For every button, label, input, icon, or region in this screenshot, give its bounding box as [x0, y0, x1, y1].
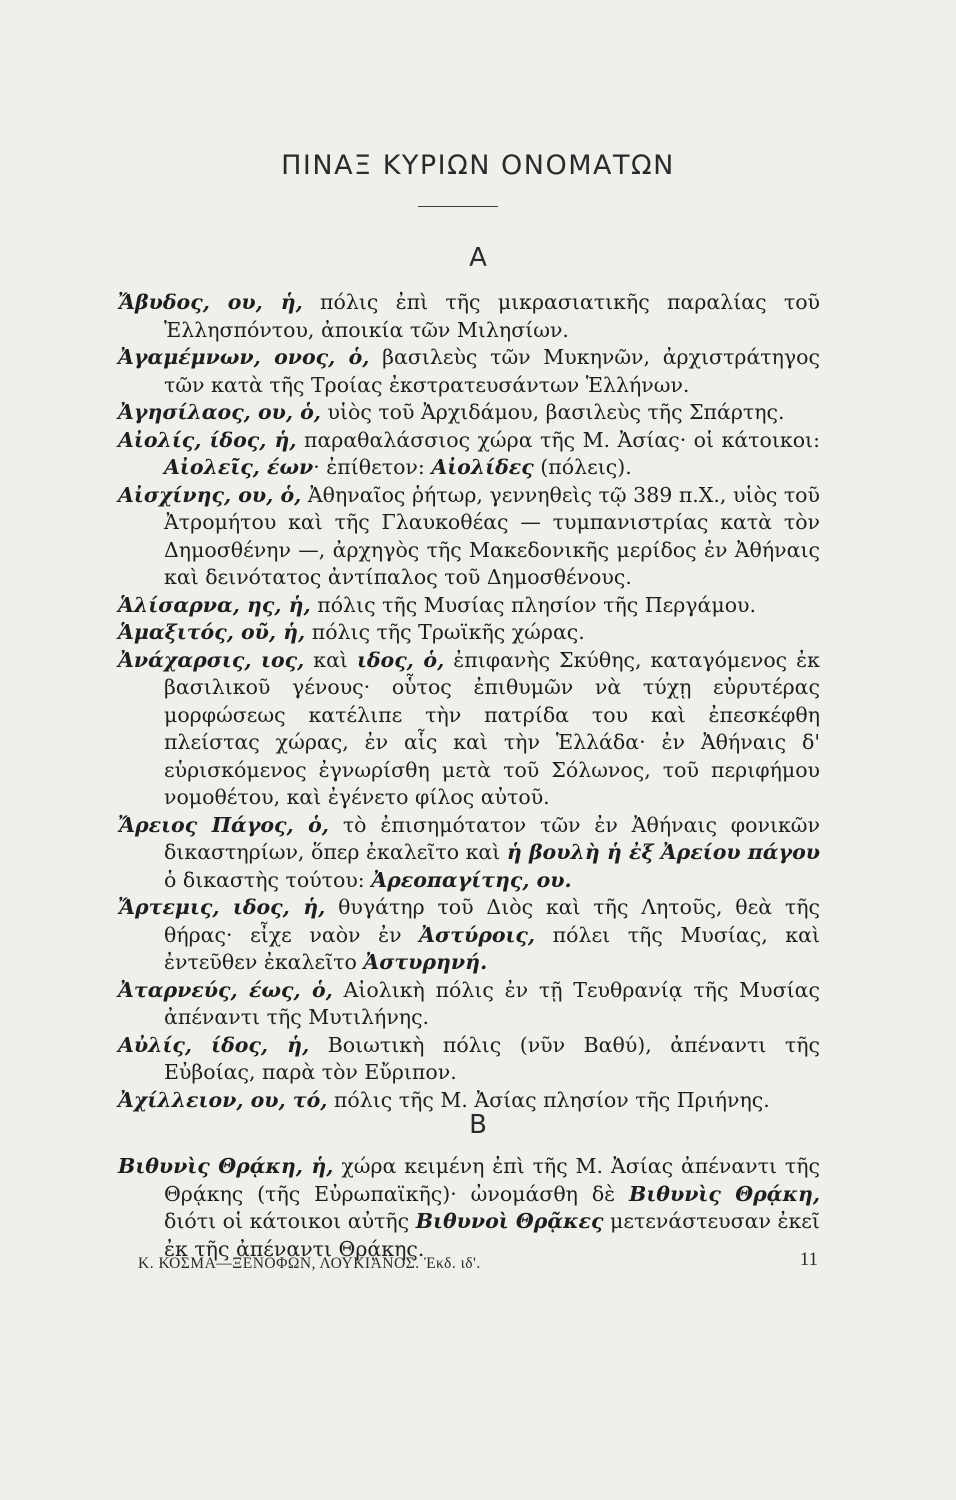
index-entry — [118, 812, 820, 895]
entry-emphasis: ιδος, ὁ, — [356, 647, 445, 672]
index-entry — [118, 289, 820, 344]
entry-text: πόλις τῆς Τρωϊκῆς χώρας. — [311, 620, 585, 644]
entry-emphasis: Βιθυνὶς Θρᾴκη, — [629, 1181, 820, 1206]
entry-headword: Ἀγησίλαος, ου, ὁ, — [118, 400, 321, 424]
entry-text: πόλει τῆς Μυσίας, καὶ ἐντεῦθεν ἐκαλεῖτο — [164, 922, 820, 974]
entry-headword: Ἄβυδος, ου, ἡ, — [118, 290, 303, 314]
entry-text: διότι οἱ κάτοικοι αὐτῆς — [164, 1209, 410, 1233]
entry-text: πόλις ἐπὶ τῆς μικρασιατικῆς παραλίας τοῦ Ἑλλησπόντου, ἀποικία τῶν Μιλησίων. — [164, 290, 820, 342]
index-entry — [118, 482, 820, 592]
entry-headword: Αὐλίς, ίδος, ἡ, — [118, 1032, 310, 1057]
entry-headword: Ἁμαξιτός, οῦ, ἡ, — [118, 620, 306, 644]
index-entry — [118, 894, 820, 977]
entry-text: βασιλεὺς τῶν Μυκηνῶν, ἀρχιστράτηγος τῶν κατὰ τῆς Τροίας ἐκστρατευσάντων Ἑλλήνων. — [164, 345, 820, 397]
entry-text: πόλις τῆς Μυσίας πλησίον τῆς Περγάμου. — [317, 592, 757, 617]
entry-emphasis: Αἰολίδες — [431, 455, 534, 479]
publication-line: Κ. ΚΟΣΜΑ—ΞΕΝΟΦΩΝ, ΛΟΥΚΙΑΝΟΣ. Ἐκδ. ιδ'. — [138, 1255, 481, 1272]
entry-text: μετενάστευσαν ἐκεῖ ἐκ τῆς ἀπέναντι Θρᾴκης. — [164, 1209, 820, 1261]
section-letter-b: Β — [469, 1110, 487, 1140]
entry-text: Ἀθηναῖος ῥήτωρ, γεννηθεὶς τῷ 389 π.Χ., υἱὸς τοῦ Ἀτρομήτου καὶ τῆς Γλαυκοθέας — τυμπανιστρίας κατὰ τὸν Δημοσθένην —, ἀρχηγὸς τῆς Μακεδονικῆς μερίδος ἐν Ἀθήναις καὶ δεινότατος ἀντίπαλος τοῦ Δημοσθένους. — [164, 482, 820, 589]
entry-text: καὶ — [313, 647, 348, 672]
entry-headword: Ἁλίσαρνα, ης, ἡ, — [118, 592, 311, 617]
entry-text: Αἰολικὴ πόλις ἐν τῇ Τευθρανίᾳ τῆς Μυσίας ἀπέναντι τῆς Μυτιλήνης. — [164, 977, 820, 1029]
entry-text: θυγάτηρ τοῦ Διὸς καὶ τῆς Λητοῦς, θεὰ τῆς θήρας· εἶχε ναὸν ἐν — [164, 895, 820, 947]
entry-text: ὁ δικαστὴς τούτου: — [164, 867, 365, 892]
entry-headword: Αἰσχίνης, ου, ὁ, — [118, 482, 302, 507]
entry-emphasis: Αἰολεῖς, έων — [164, 455, 314, 479]
section-letter-a: Α — [469, 243, 487, 273]
index-entry — [118, 1153, 820, 1263]
entry-text: πόλις τῆς Μ. Ἀσίας πλησίον τῆς Πριήνης. — [333, 1087, 770, 1112]
entry-text: ἐπιφανὴς Σκύθης, καταγόμενος ἐκ βασιλικοῦ γένους· οὗτος ἐπιθυμῶν νὰ τύχῃ εὐρυτέρας μορφώσεως κατέλιπε τὴν πατρίδα του καὶ ἐπεσκέφθη πλείστας χώρας, ἐν αἷς καὶ τὴν Ἑλλάδα· ἐν Ἀθήναις δ' εὑρισκόμενος ἐγνωρίσθη μετὰ τοῦ Σόλωνος, τοῦ περιφήμου νομοθέτου, καὶ ἐγένετο φίλος αὐτοῦ. — [164, 647, 820, 809]
entry-text: παραθαλάσσιος χώρα τῆς Μ. Ἀσίας· οἱ κάτοικοι: — [303, 427, 820, 452]
index-entry — [118, 427, 820, 482]
page-title: ΠΙΝΑΞ ΚΥΡΙΩΝ ΟΝΟΜΑΤΩΝ — [281, 150, 675, 181]
entry-headword: Ἀγαμέμνων, ονος, ὁ, — [118, 345, 370, 369]
title-divider — [418, 206, 498, 207]
entry-headword: Ἀταρνεύς, έως, ὁ, — [118, 977, 333, 1002]
entry-emphasis: Ἀρεοπαγίτης, ου. — [371, 867, 572, 892]
entry-emphasis: Ἀστυρηνή. — [363, 950, 488, 974]
entry-text: Βοιωτικὴ πόλις (νῦν Βαθύ), ἀπέναντι τῆς Εὐβοίας, παρὰ τὸν Εὔριπον. — [164, 1032, 820, 1084]
entry-headword: Ἀνάχαρσις, ιος, — [118, 647, 305, 672]
entry-text: υἱὸς τοῦ Ἀρχιδάμου, βασιλεὺς τῆς Σπάρτης. — [327, 400, 785, 424]
section-a-entries — [118, 289, 820, 1114]
entry-emphasis: Ἀστύροις, — [419, 922, 536, 947]
index-entry — [118, 344, 820, 399]
index-entry — [118, 977, 820, 1032]
entry-emphasis: ἡ βουλὴ ἡ ἐξ Ἀρείου πάγου — [506, 840, 820, 864]
section-b-entries — [118, 1153, 820, 1263]
index-entry — [118, 399, 820, 427]
entry-headword: Βιθυνὶς Θρᾴκη, ἡ, — [118, 1154, 334, 1178]
entry-headword: Ἀχίλλειον, ου, τό, — [118, 1087, 328, 1112]
entry-text: (πόλεις). — [540, 455, 632, 479]
index-entry — [118, 1032, 820, 1087]
entry-text: χώρα κειμένη ἐπὶ τῆς Μ. Ἀσίας ἀπέναντι τῆς Θρᾴκης (τῆς Εὐρωπαϊκῆς)· ὠνομάσθη δὲ — [164, 1154, 820, 1206]
page-number: 11 — [799, 1249, 818, 1270]
index-entry — [118, 592, 820, 620]
entry-headword: Αἰολίς, ίδος, ἡ, — [118, 427, 297, 452]
entry-text: τὸ ἐπισημότατον τῶν ἐν Ἀθήναις φονικῶν δικαστηρίων, ὅπερ ἐκαλεῖτο καὶ — [164, 812, 820, 864]
entry-emphasis: Βιθυνοὶ Θρᾷκες — [415, 1209, 604, 1233]
entry-headword: Ἄρειος Πάγος, ὁ, — [118, 812, 329, 837]
index-entry — [118, 647, 820, 812]
entry-text: · ἐπίθετον: — [313, 455, 425, 479]
entry-headword: Ἄρτεμις, ιδος, ἡ, — [118, 895, 326, 919]
index-entry — [118, 619, 820, 647]
